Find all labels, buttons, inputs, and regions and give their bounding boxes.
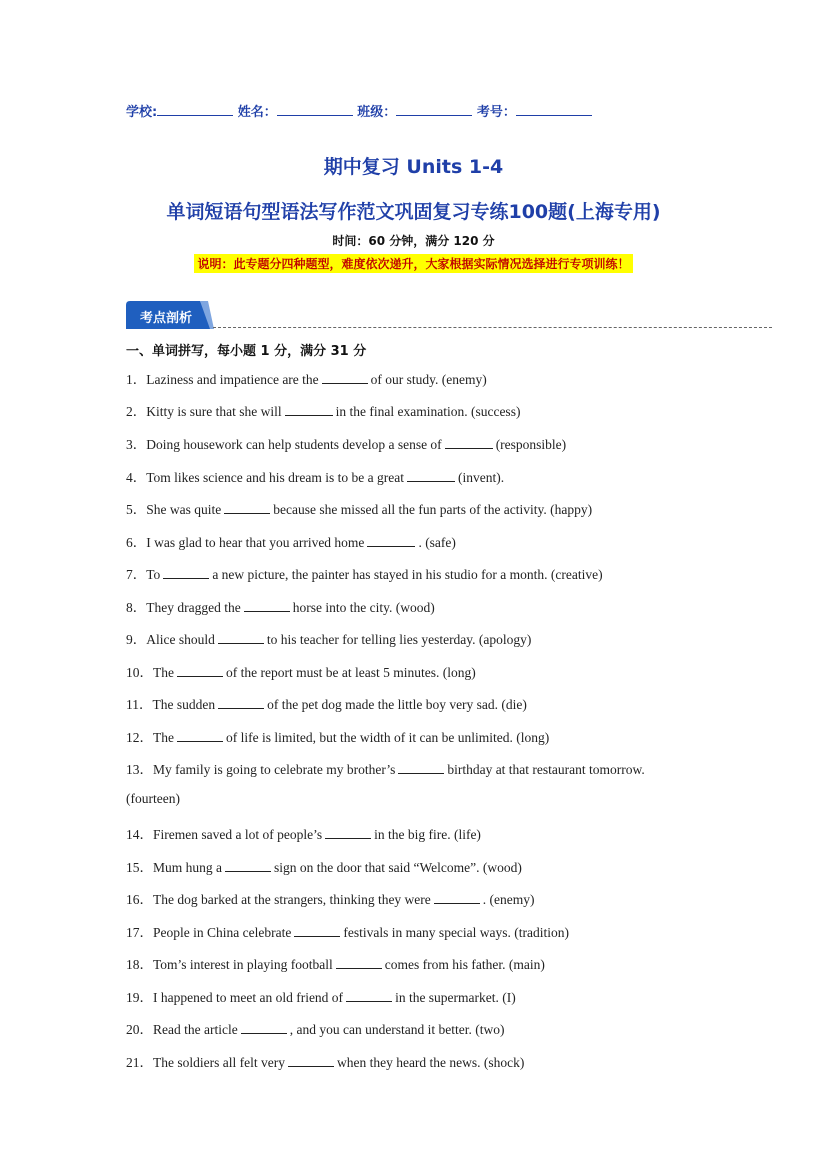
question-text-before: The <box>153 730 174 745</box>
question-text-before: I happened to meet an old friend of <box>153 990 344 1005</box>
answer-blank[interactable] <box>294 924 340 937</box>
answer-blank[interactable] <box>177 664 223 677</box>
question-text-after: of our study. (enemy) <box>370 372 487 387</box>
question-number: 11． <box>126 697 153 712</box>
question-text-after: because she missed all the fun parts of the activity. (happy) <box>273 502 593 517</box>
question-item <box>126 1018 505 1038</box>
question-number: 9． <box>126 632 147 647</box>
question-number: 10． <box>126 665 153 680</box>
question-item <box>126 856 522 876</box>
question-text-after: birthday at that restaurant tomorrow. <box>447 762 645 777</box>
question-text-after: sign on the door that said “Welcome”. (wood) <box>274 860 522 875</box>
answer-blank[interactable] <box>218 631 264 644</box>
question-number: 17． <box>126 925 153 940</box>
question-text-after: in the final examination. (success) <box>335 404 521 419</box>
question-text-after: comes from his father. (main) <box>384 957 545 972</box>
page-subtitle: 单词短语句型语法写作范文巩固复习专练100题(上海专用) <box>166 201 661 223</box>
answer-blank[interactable] <box>346 989 392 1002</box>
question-item <box>126 661 476 681</box>
answer-blank[interactable] <box>325 826 371 839</box>
section-tab <box>126 301 214 329</box>
question-number: 3． <box>126 437 147 452</box>
question-item <box>126 628 531 648</box>
answer-blank[interactable] <box>398 761 444 774</box>
question-item <box>126 1051 524 1071</box>
question-item <box>126 466 504 486</box>
answer-blank[interactable] <box>322 371 368 384</box>
question-item <box>126 498 592 518</box>
question-item <box>126 726 549 746</box>
section-tab-label: 考点剖析 <box>140 311 193 326</box>
question-text-before: They dragged the <box>146 600 241 615</box>
question-text-before: Alice should <box>146 632 215 647</box>
note-wrap <box>0 254 827 273</box>
question-number: 12． <box>126 730 153 745</box>
question-item <box>126 888 535 908</box>
answer-blank[interactable] <box>218 696 264 709</box>
question-text-after: . (safe) <box>418 535 456 550</box>
question-text-after: in the big fire. (life) <box>374 827 481 842</box>
question-text-after: . (enemy) <box>482 892 535 907</box>
question-text-after: to his teacher for telling lies yesterday. (apology) <box>266 632 532 647</box>
question-number: 7． <box>126 567 147 582</box>
answer-blank[interactable] <box>163 566 209 579</box>
question-item <box>126 823 481 843</box>
question-item <box>126 596 435 616</box>
answer-blank[interactable] <box>177 729 223 742</box>
question-text-before: Firemen saved a lot of people’s <box>153 827 323 842</box>
question-text-after: of the pet dog made the little boy very sad. (die) <box>267 697 527 712</box>
question-number: 20． <box>126 1022 153 1037</box>
page-title: 期中复习 Units 1-4 <box>323 156 504 178</box>
question-number: 16． <box>126 892 153 907</box>
question-item <box>126 986 516 1006</box>
school-label: 学校: <box>126 105 158 120</box>
question-number: 5． <box>126 502 147 517</box>
answer-blank[interactable] <box>445 436 493 449</box>
class-field[interactable] <box>396 101 472 116</box>
answer-blank[interactable] <box>224 501 270 514</box>
question-number: 14． <box>126 827 153 842</box>
question-number: 18． <box>126 957 153 972</box>
question-number: 6． <box>126 535 147 550</box>
answer-blank[interactable] <box>241 1021 287 1034</box>
question-number: 2． <box>126 404 147 419</box>
question-text-after: (responsible) <box>495 437 567 452</box>
answer-blank[interactable] <box>367 534 415 547</box>
question-text-before: The dog barked at the strangers, thinking they were <box>153 892 431 907</box>
question-item <box>126 921 569 941</box>
name-label: 姓名： <box>237 105 277 120</box>
question-text-before: The soldiers all felt very <box>153 1055 285 1070</box>
question-continuation: (fourteen) <box>126 791 180 806</box>
class-label: 班级： <box>357 105 397 120</box>
question-text-after: in the supermarket. (I) <box>395 990 516 1005</box>
answer-blank[interactable] <box>288 1054 334 1067</box>
name-field[interactable] <box>277 101 353 116</box>
question-item <box>126 531 456 551</box>
question-text-before: Mum hung a <box>153 860 222 875</box>
number-field[interactable] <box>516 101 592 116</box>
question-text-after: of life is limited, but the width of it can be unlimited. (long) <box>226 730 550 745</box>
answer-blank[interactable] <box>407 469 455 482</box>
question-item <box>126 693 527 713</box>
dashed-divider <box>213 327 772 328</box>
question-text-after: , and you can understand it better. (two) <box>289 1022 505 1037</box>
question-text-before: Tom likes science and his dream is to be a great <box>146 470 404 485</box>
instruction-note: 说明：此专题分四种题型，难度依次递升，大家根据实际情况选择进行专项训练！ <box>194 254 632 273</box>
school-field[interactable] <box>157 101 233 116</box>
answer-blank[interactable] <box>285 403 333 416</box>
question-text-before: The sudden <box>152 697 216 712</box>
question-number: 21． <box>126 1055 153 1070</box>
question-text-before: I was glad to hear that you arrived home <box>146 535 365 550</box>
question-text-after: a new picture, the painter has stayed in his studio for a month. (creative) <box>212 567 603 582</box>
question-item <box>126 563 603 583</box>
question-text-after: (invent). <box>457 470 505 485</box>
question-number: 15． <box>126 860 153 875</box>
question-item <box>126 400 520 420</box>
question-item <box>126 953 545 973</box>
question-number: 19． <box>126 990 153 1005</box>
question-text-after: horse into the city. (wood) <box>292 600 435 615</box>
time-info: 时间：60 分钟，满分 120 分 <box>332 234 495 248</box>
question-item <box>126 758 645 778</box>
question-text-before: My family is going to celebrate my brother’s <box>153 762 396 777</box>
question-item <box>126 433 566 453</box>
question-text-before: People in China celebrate <box>153 925 292 940</box>
question-text-before: Kitty is sure that she will <box>146 404 282 419</box>
question-text-before: The <box>153 665 174 680</box>
number-label: 考号： <box>476 105 516 120</box>
question-text-after: festivals in many special ways. (tradition) <box>343 925 570 940</box>
question-item <box>126 368 487 388</box>
question-text-before: She was quite <box>146 502 222 517</box>
question-text-before: Tom’s interest in playing football <box>153 957 333 972</box>
question-number: 1． <box>126 372 147 387</box>
answer-blank[interactable] <box>244 599 290 612</box>
student-info-line <box>126 101 592 120</box>
question-text-before: Doing housework can help students develop a sense of <box>146 437 442 452</box>
question-text-before: To <box>146 567 161 582</box>
question-text-before: Laziness and impatience are the <box>146 372 319 387</box>
question-number: 8． <box>126 600 147 615</box>
answer-blank[interactable] <box>434 891 480 904</box>
part-heading: 一、单词拼写，每小题 1 分，满分 31 分 <box>126 344 367 359</box>
question-number: 13． <box>126 762 153 777</box>
question-text-after: when they heard the news. (shock) <box>336 1055 525 1070</box>
question-number: 4． <box>126 470 147 485</box>
answer-blank[interactable] <box>336 956 382 969</box>
question-text-after: of the report must be at least 5 minutes. (long) <box>226 665 476 680</box>
question-text-before: Read the article <box>153 1022 238 1037</box>
answer-blank[interactable] <box>225 859 271 872</box>
